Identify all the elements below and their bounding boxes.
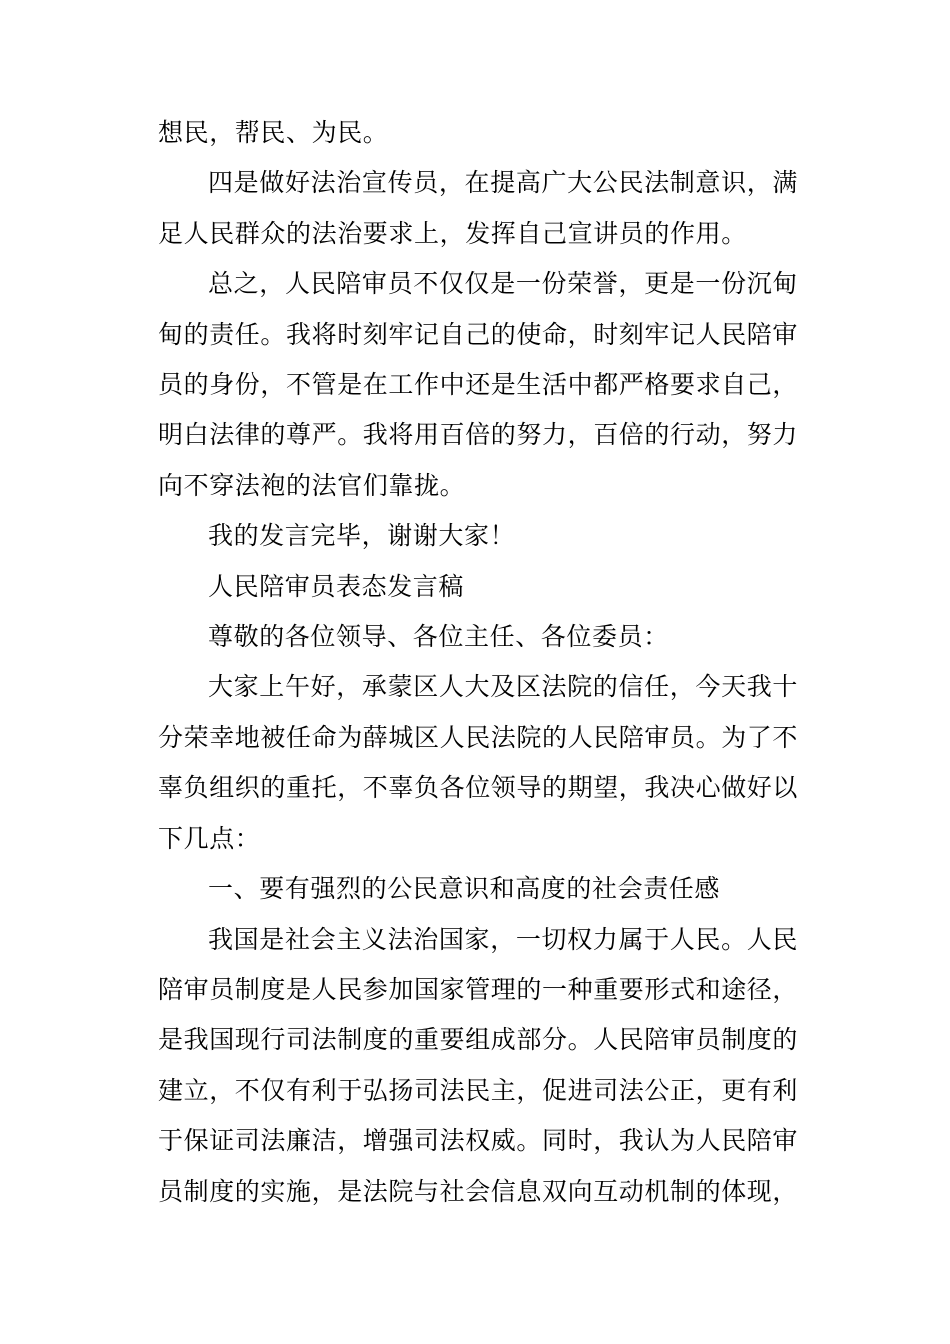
section-heading-one: 一、要有强烈的公民意识和高度的社会责任感 bbox=[208, 874, 721, 904]
document-body bbox=[158, 108, 798, 1217]
paragraph-continuation: 想民，帮民、为民。 bbox=[158, 118, 389, 147]
speech-title: 人民陪审员表态发言稿 bbox=[208, 571, 465, 601]
paragraph-conclusion: 总之，人民陪审员不仅仅是一份荣誉，更是一份沉甸甸的责任。我将时刻牢记自己的使命，时刻牢记人民陪审员的身份，不管是在工作中还是生活中都严格要求自己，明白法律的尊严。我将用百倍的努力，百倍的行动，努力向不穿法袍的法官们靠拢。 bbox=[158, 269, 799, 500]
salutation: 尊敬的各位领导、各位主任、各位委员： bbox=[208, 622, 669, 652]
paragraph-opening: 大家上午好，承蒙区人大及区法院的信任，今天我十分荣幸地被任命为薛城区人民法院的人民陪审员。为了不辜负组织的重托，不辜负各位领导的期望，我决心做好以下几点： bbox=[158, 672, 799, 853]
paragraph-point-four: 四是做好法治宣传员，在提高广大公民法制意识，满足人民群众的法治要求上，发挥自己宣讲员的作用。 bbox=[158, 168, 798, 248]
paragraph-closing: 我的发言完毕，谢谢大家！ bbox=[208, 521, 516, 551]
paragraph-section-one: 我国是社会主义法治国家，一切权力属于人民。人民陪审员制度是人民参加国家管理的一种重要形式和途径，是我国现行司法制度的重要组成部分。人民陪审员制度的建立，不仅有利于弘扬司法民主，促进司法公正，更有利于保证司法廉洁，增强司法权威。同时，我认为人民陪审员制度的实施，是法院与社会信息双向互动机制的体现， bbox=[158, 924, 799, 1206]
